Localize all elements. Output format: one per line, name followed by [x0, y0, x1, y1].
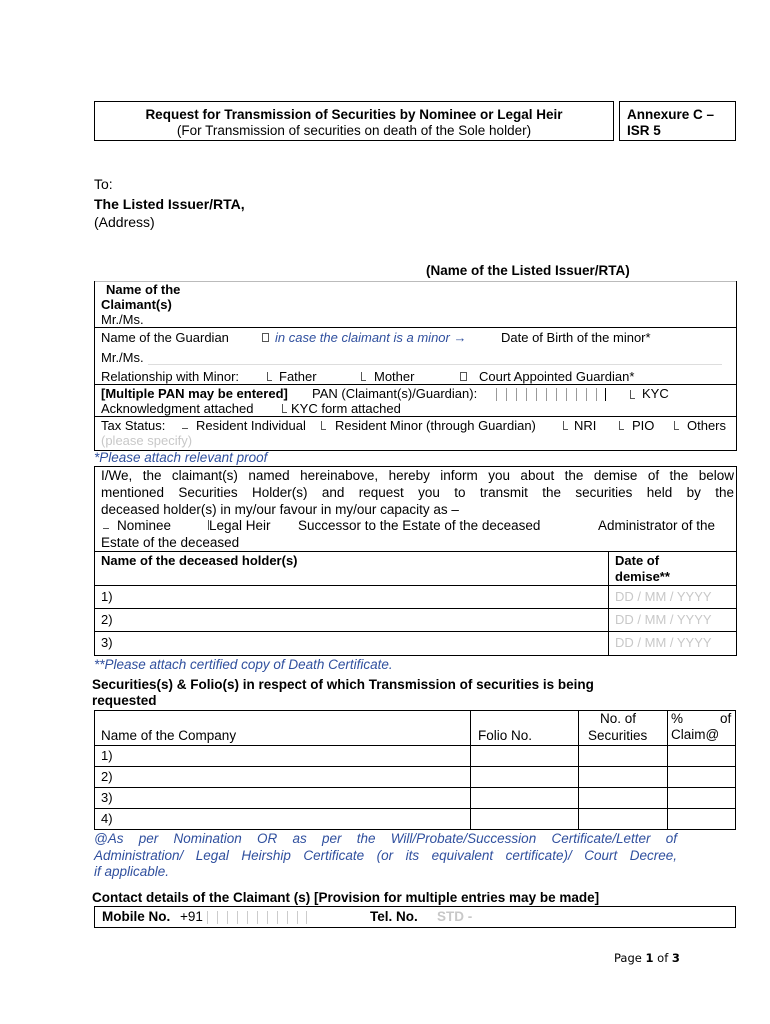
tax-resident-checkbox[interactable]: [182, 428, 188, 429]
mobile-prefix: +91: [180, 909, 203, 924]
kyc-form-label: KYC form attached: [291, 401, 401, 416]
tax-resident-label: Resident Individual: [196, 418, 306, 433]
demise-date-header-1: Date of: [615, 553, 660, 568]
securities-heading-1: Securities(s) & Folio(s) in respect of which Transmission of securities is being: [92, 677, 594, 692]
claim-pct-header-2: Claim@: [671, 727, 720, 742]
annexure-label: Annexure C –: [627, 107, 715, 122]
father-label: Father: [279, 369, 317, 384]
securities-row-4: 4): [101, 811, 113, 826]
issuer-label: The Listed Issuer/RTA,: [94, 196, 245, 212]
successor-label: Successor to the Estate of the deceased: [298, 518, 541, 533]
tax-others-label: Others: [687, 418, 727, 433]
guardian-note: in case the claimant is a minor →: [275, 330, 467, 345]
dob-label: Date of Birth of the minor*: [501, 330, 651, 345]
pan-label: PAN (Claimant(s)/Guardian):: [312, 386, 478, 401]
death-certificate-note: **Please attach certified copy of Death Certificate.: [94, 657, 393, 672]
securities-heading-2: requested: [92, 693, 157, 708]
tel-label: Tel. No.: [370, 909, 418, 924]
tax-pio-checkbox[interactable]: [619, 421, 624, 430]
company-header: Name of the Company: [101, 728, 237, 743]
deceased-row-2-date[interactable]: DD / MM / YYYY: [615, 612, 712, 627]
mother-label: Mother: [374, 369, 415, 384]
guardian-label: Name of the Guardian: [101, 330, 229, 345]
nominee-checkbox[interactable]: [103, 528, 109, 529]
to-label: To:: [94, 176, 113, 192]
page-of: of: [657, 951, 669, 965]
securities-row-3: 3): [101, 790, 113, 805]
contact-heading: Contact details of the Claimant (s) [Provision for multiple entries may be made]: [92, 890, 600, 905]
form-title: Request for Transmission of Securities by Nominee or Legal Heir: [145, 107, 563, 122]
demise-date-header-2: demise**: [615, 569, 670, 584]
kyc-label: KYC: [642, 386, 669, 401]
tax-minor-label: Resident Minor (through Guardian): [335, 418, 536, 433]
father-checkbox[interactable]: [267, 372, 272, 381]
nomination-note-3: if applicable.: [94, 864, 170, 879]
ack-label: Acknowledgment attached: [101, 401, 254, 416]
relationship-label: Relationship with Minor:: [101, 369, 240, 384]
mobile-label: Mobile No.: [102, 909, 171, 924]
deceased-row-1-num: 1): [101, 589, 113, 604]
tax-nri-label: NRI: [574, 418, 597, 433]
court-guardian-label: Court Appointed Guardian*: [479, 369, 635, 384]
tax-pio-label: PIO: [632, 418, 655, 433]
annexure-code: ISR 5: [627, 123, 661, 138]
page-indicator: [614, 951, 680, 965]
declaration-line-1: I/We, the claimant(s) named hereinabove, hereby inform you about the demise of the below: [101, 468, 734, 483]
kyc-ack-checkbox[interactable]: [630, 390, 635, 399]
kyc-form-checkbox[interactable]: [282, 404, 287, 413]
deceased-row-1-date[interactable]: DD / MM / YYYY: [615, 589, 712, 604]
std-field[interactable]: STD -: [437, 909, 473, 924]
claimant-name-field[interactable]: Mr./Ms.: [101, 312, 144, 327]
tax-status-label: Tax Status:: [101, 418, 166, 433]
pan-input[interactable]: [496, 387, 626, 401]
administrator-label: Administrator of the: [598, 518, 716, 533]
nominee-label: Nominee: [117, 518, 172, 533]
deceased-row-2-num: 2): [101, 612, 113, 627]
guardian-checkbox[interactable]: [262, 333, 269, 342]
court-guardian-checkbox[interactable]: [460, 372, 467, 381]
page-total: 3: [671, 951, 680, 965]
nomination-note-2: Administration/ Legal Heirship Certificate (or its equivalent certificate)/ Court Decree,: [94, 848, 677, 863]
deceased-name-header: Name of the deceased holder(s): [101, 553, 298, 568]
page-number: 1: [645, 951, 654, 965]
proof-note: *Please attach relevant proof: [94, 450, 268, 465]
mother-checkbox[interactable]: [361, 372, 366, 381]
claimant-name-label-2: Claimant(s): [101, 297, 172, 312]
form-subtitle: (For Transmission of securities on death of the Sole holder): [176, 123, 532, 138]
deceased-row-3-num: 3): [101, 635, 113, 650]
tax-nri-checkbox[interactable]: [563, 421, 568, 430]
declaration-line-5: Estate of the deceased: [101, 535, 240, 550]
declaration-line-3: deceased holder(s) in my/our favour in my/our capacity as –: [101, 502, 459, 517]
pan-note: [Multiple PAN may be entered]: [101, 386, 288, 401]
issuer-name-label: (Name of the Listed Issuer/RTA): [426, 263, 630, 278]
securities-row-2: 2): [101, 769, 113, 784]
please-specify-field[interactable]: (please specify): [101, 433, 193, 448]
legal-heir-label: Legal Heir: [209, 518, 271, 533]
mobile-input[interactable]: [207, 910, 337, 924]
claim-pct-header-1: %: [671, 711, 684, 726]
claim-pct-header-of: of: [720, 711, 732, 726]
page-prefix: Page: [614, 951, 642, 965]
deceased-row-3-date[interactable]: DD / MM / YYYY: [615, 635, 712, 650]
tax-minor-checkbox[interactable]: [321, 421, 326, 430]
tax-others-checkbox[interactable]: [674, 421, 679, 430]
claimant-name-label-1: Name of the: [106, 282, 181, 297]
declaration-line-2: mentioned Securities Holder(s) and request you to transmit the securities held by the: [101, 485, 734, 500]
no-securities-header-2: Securities: [588, 728, 648, 743]
nomination-note-1: @As per Nomination OR as per the Will/Probate/Succession Certificate/Letter of: [94, 831, 677, 846]
folio-header: Folio No.: [478, 728, 533, 743]
no-securities-header-1: No. of: [600, 711, 637, 726]
guardian-name-field[interactable]: Mr./Ms.: [101, 350, 144, 365]
securities-row-1: 1): [101, 748, 113, 763]
address-label: (Address): [94, 214, 155, 230]
